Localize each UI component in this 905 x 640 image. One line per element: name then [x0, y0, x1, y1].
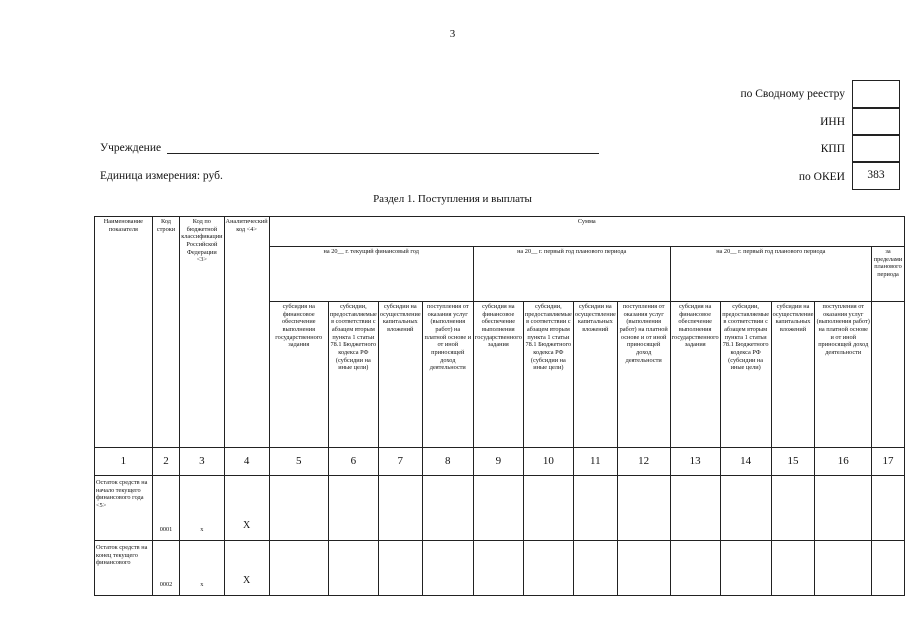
column-number: 16	[815, 448, 872, 476]
value-cell[interactable]	[815, 541, 872, 596]
header-code: Код строки	[152, 217, 180, 448]
column-number: 2	[152, 448, 180, 476]
row-budget-code: x	[180, 476, 224, 541]
value-cell[interactable]	[771, 476, 815, 541]
column-number: 10	[523, 448, 573, 476]
kpp-label: КПП	[820, 143, 845, 155]
receipts-payments-table	[94, 216, 905, 596]
value-cell[interactable]	[422, 476, 473, 541]
value-cell[interactable]	[523, 476, 573, 541]
column-number: 15	[771, 448, 815, 476]
value-cell[interactable]	[328, 476, 378, 541]
header-sum: Сумма	[269, 217, 904, 247]
value-cell[interactable]	[815, 476, 872, 541]
column-number: 12	[617, 448, 670, 476]
header-sub-b: субсидии, предоставляемые в соответствии с абзацем вторым пункта 1 статьи 78.1 Бюджетного кодекса РФ (субсидии на иные цели)	[523, 302, 573, 448]
column-number: 8	[422, 448, 473, 476]
value-cell[interactable]	[269, 541, 328, 596]
value-cell[interactable]	[573, 476, 617, 541]
value-cell[interactable]	[378, 541, 422, 596]
value-cell[interactable]	[872, 541, 905, 596]
header-sub-c: субсидии на осуществление капитальных вложений	[573, 302, 617, 448]
value-cell[interactable]	[523, 541, 573, 596]
inn-code-box[interactable]	[852, 107, 900, 136]
header-sub-b: субсидии, предоставляемые в соответствии с абзацем вторым пункта 1 статьи 78.1 Бюджетного кодекса РФ (субсидии на иные цели)	[720, 302, 771, 448]
section-title: Раздел 1. Поступления и выплаты	[373, 193, 532, 205]
column-number: 4	[224, 448, 269, 476]
value-cell[interactable]	[378, 476, 422, 541]
row-analytic-code: X	[224, 541, 269, 596]
page-number: 3	[449, 28, 456, 40]
header-sub-c: субсидии на осуществление капитальных вложений	[771, 302, 815, 448]
row-budget-code: x	[180, 541, 224, 596]
header-period-beyond: за пределами планового периода	[872, 247, 905, 302]
value-cell[interactable]	[269, 476, 328, 541]
column-number: 1	[95, 448, 153, 476]
row-code: 0001	[152, 476, 180, 541]
value-cell[interactable]	[720, 476, 771, 541]
unit-label: Единица измерения: руб.	[100, 170, 223, 182]
header-sub-d: поступления от оказания услуг (выполнения работ) на платной основе и от иной приносящей доход деятельности	[815, 302, 872, 448]
header-sub-empty	[872, 302, 905, 448]
column-number: 9	[473, 448, 523, 476]
kpp-code-box[interactable]	[852, 134, 900, 163]
value-cell[interactable]	[573, 541, 617, 596]
value-cell[interactable]	[670, 541, 720, 596]
column-number: 7	[378, 448, 422, 476]
value-cell[interactable]	[872, 476, 905, 541]
value-cell[interactable]	[473, 541, 523, 596]
table-row	[95, 541, 905, 596]
column-number: 5	[269, 448, 328, 476]
institution-label: Учреждение	[100, 142, 162, 154]
reestr-label: по Сводному реестру	[740, 88, 845, 100]
value-cell[interactable]	[617, 476, 670, 541]
header-name: Наименование показателя	[95, 217, 153, 448]
row-code: 0002	[152, 541, 180, 596]
okei-code-box[interactable]: 383	[852, 161, 900, 190]
header-sub-a: субсидия на финансовое обеспечение выполнения государственного задания	[473, 302, 523, 448]
header-period-first: на 20__ г. первый год планового периода	[473, 247, 670, 302]
header-sub-c: субсидии на осуществление капитальных вложений	[378, 302, 422, 448]
header-budget-code: Код по бюджетной классификации Российской Федерации <3>	[180, 217, 224, 448]
column-number: 11	[573, 448, 617, 476]
header-sub-d: поступления от оказания услуг (выполнения работ) на платной основе и от иной приносящей доход деятельности	[617, 302, 670, 448]
header-analytic-code: Аналитический код <4>	[224, 217, 269, 448]
row-name: Остаток средств на конец текущего финансового	[95, 541, 153, 596]
header-sub-a: субсидия на финансовое обеспечение выполнения государственного задания	[670, 302, 720, 448]
header-period-second: на 20__ г. первый год планового периода	[670, 247, 871, 302]
value-cell[interactable]	[473, 476, 523, 541]
column-number: 6	[328, 448, 378, 476]
header-sub-a: субсидия на финансовое обеспечение выполнения государственного задания	[269, 302, 328, 448]
row-analytic-code: X	[224, 476, 269, 541]
header-sub-d: поступления от оказания услуг (выполнения работ) на платной основе и от иной приносящей доход деятельности	[422, 302, 473, 448]
okei-label: по ОКЕИ	[798, 171, 845, 183]
value-cell[interactable]	[617, 541, 670, 596]
inn-label: ИНН	[820, 116, 845, 128]
value-cell[interactable]	[670, 476, 720, 541]
column-number: 3	[180, 448, 224, 476]
column-number: 13	[670, 448, 720, 476]
column-number: 14	[720, 448, 771, 476]
value-cell[interactable]	[720, 541, 771, 596]
row-name: Остаток средств на начало текущего финансового года <5>	[95, 476, 153, 541]
column-number: 17	[872, 448, 905, 476]
table-row	[95, 476, 905, 541]
institution-field[interactable]	[167, 153, 599, 154]
value-cell[interactable]	[771, 541, 815, 596]
reestr-code-box[interactable]	[852, 80, 900, 109]
header-period-current: на 20__ г. текущий финансовый год	[269, 247, 473, 302]
value-cell[interactable]	[328, 541, 378, 596]
header-sub-b: субсидии, предоставляемые в соответствии с абзацем вторым пункта 1 статьи 78.1 Бюджетного кодекса РФ (субсидии на иные цели)	[328, 302, 378, 448]
value-cell[interactable]	[422, 541, 473, 596]
